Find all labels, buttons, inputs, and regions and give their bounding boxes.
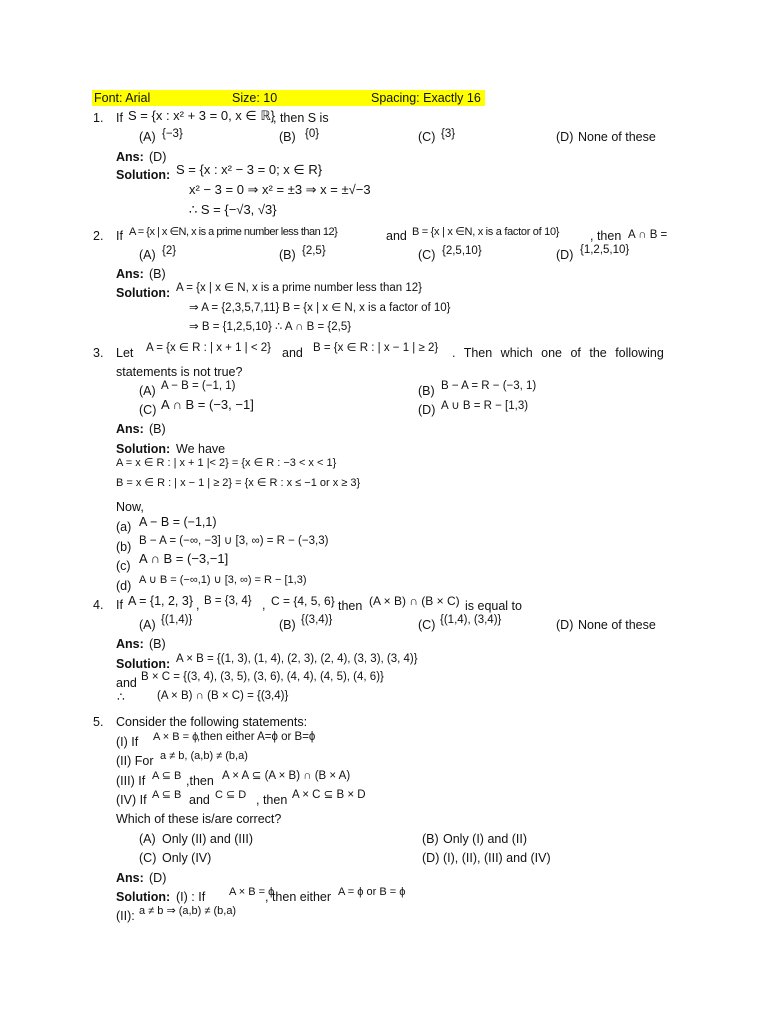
q3-now: Now,	[116, 500, 144, 514]
format-header-highlight	[92, 90, 485, 106]
q3-part-d-value: A ∪ B = (−∞,1) ∪ [3, ∞) = R − [1,3)	[139, 574, 307, 586]
q3-option-b-value: B − A = R − (−3, 1)	[441, 380, 537, 392]
q4-option-b-label: (B)	[279, 618, 296, 632]
q1-option-d-label: (D)	[556, 130, 574, 144]
q5-intro: Consider the following statements:	[116, 715, 308, 729]
q1-solution-label: Solution:	[116, 168, 171, 182]
q2-post: , then	[590, 229, 622, 243]
q4-sol-line-1: A × B = {(1, 3), (1, 4), (2, 3), (2, 4), (3, 3), (3, 4)}	[176, 653, 418, 665]
q1-option-b-value: {0}	[305, 128, 320, 140]
q3-sol-line-1: A = x ∈ R : | x + 1 |< 2} = {x ∈ R : −3 < x < 1}	[116, 457, 337, 469]
q3-part-a-value: A − B = (−1,1)	[139, 515, 217, 529]
q4-number: 4.	[93, 598, 104, 612]
q2-option-d-value: {1,2,5,10}	[580, 244, 630, 256]
q2-set-b: B = {x | x ∈N, x is a factor of 10}	[412, 226, 560, 238]
q5-solution-label: Solution:	[116, 890, 171, 904]
q3-solution-label: Solution:	[116, 442, 171, 456]
q3-part-b-label: (b)	[116, 540, 132, 554]
q1-post: , then S is	[273, 111, 329, 125]
q1-option-a-label: (A)	[139, 130, 156, 144]
q2-option-c-value: {2,5,10}	[442, 245, 482, 257]
q1-number: 1.	[93, 111, 104, 125]
q2-ans: (B)	[149, 267, 166, 281]
q3-and: and	[282, 346, 303, 360]
q4-set-c: C = {4, 5, 6}	[271, 594, 335, 608]
q1-set: S = {x : x² + 3 = 0, x ∈ ℝ}	[128, 108, 275, 123]
q2-number: 2.	[93, 229, 104, 243]
q3-set-a: A = {x ∈ R : | x + 1 | < 2}	[146, 342, 271, 354]
q5-option-a-value: Only (II) and (III)	[162, 832, 253, 846]
header-spacing: Spacing: Exactly 16	[371, 91, 481, 105]
q3-line-2: statements is not true?	[116, 365, 243, 379]
q4-post: is equal to	[465, 599, 522, 613]
q2-sol-line-1: A = {x | x ∈ N, x is a prime number less than 12}	[176, 282, 422, 294]
q4-solution-label: Solution:	[116, 657, 171, 671]
q1-sol-line-3: ∴ S = {−√3, √3}	[189, 202, 277, 217]
q5-sol1-mid: , then either	[265, 890, 332, 904]
q5-sol1-math-2: A = ϕ or B = ϕ	[338, 886, 406, 898]
q2-option-d-label: (D)	[556, 248, 574, 262]
q4-sol-line-3: (A × B) ∩ (B × C) = {(3,4)}	[157, 690, 289, 702]
q5-s3-math-2: A × A ⊆ (A × B) ∩ (B × A)	[222, 770, 351, 782]
q1-option-d-value: None of these	[578, 130, 656, 144]
header-size: Size: 10	[232, 91, 278, 105]
q5-ans-label: Ans:	[116, 871, 144, 885]
q3-sol-line-2: B = x ∈ R : | x − 1 | ≥ 2} = {x ∈ R : x ≤ −1 or x ≥ 3}	[116, 477, 361, 489]
q3-option-a-label: (A)	[139, 384, 156, 398]
q5-question: Which of these is/are correct?	[116, 812, 282, 826]
q3-number: 3.	[93, 346, 104, 360]
q3-option-b-label: (B)	[418, 384, 435, 398]
q4-ans-label: Ans:	[116, 637, 144, 651]
q5-s4-then: , then	[256, 793, 288, 807]
q3-part-d-label: (d)	[116, 579, 132, 593]
q2-solution-label: Solution:	[116, 286, 171, 300]
q5-s4-and: and	[189, 793, 210, 807]
q2-sol-line-2: ⇒ A = {2,3,5,7,11} B = {x | x ∈ N, x is a factor of 10}	[189, 302, 451, 314]
header-font: Font: Arial	[94, 91, 151, 105]
q5-sol1-pre: (I) : If	[176, 890, 206, 904]
q3-ans-label: Ans:	[116, 422, 144, 436]
q3-option-c-label: (C)	[139, 403, 157, 417]
q5-s2-math: a ≠ b, (a,b) ≠ (b,a)	[160, 750, 248, 762]
q3-option-c-value: A ∩ B = (−3, −1]	[161, 397, 254, 412]
q3-part-a-label: (a)	[116, 520, 132, 534]
q3-set-b: B = {x ∈ R : | x − 1 | ≥ 2}	[313, 342, 439, 354]
q4-option-d-label: (D)	[556, 618, 574, 632]
q3-ans: (B)	[149, 422, 166, 436]
q1-sol-line-2: x² − 3 = 0 ⇒ x² = ±3 ⇒ x = ±√−3	[189, 182, 371, 197]
q4-pre: If	[116, 598, 123, 612]
q5-sol2-pre: (II):	[116, 909, 135, 923]
q3-option-d-value: A ∪ B = R − [1,3)	[441, 400, 529, 412]
q3-part-c-value: A ∩ B = (−3,−1]	[139, 551, 229, 566]
q2-option-a-value: {2}	[162, 245, 177, 257]
q1-option-c-value: {3}	[441, 128, 456, 140]
q5-sol1-math: A × B = ϕ	[229, 886, 275, 898]
q5-s1-pre: (I) If	[116, 735, 139, 749]
q5-s3-then: ,then	[186, 774, 214, 788]
q5-number: 5.	[93, 715, 104, 729]
q3-option-d-label: (D)	[418, 403, 436, 417]
q5-option-b-label: (B)	[422, 832, 439, 846]
q4-sol-line-2: B × C = {(3, 4), (3, 5), (3, 6), (4, 4), (4, 5), (4, 6)}	[141, 671, 384, 683]
q4-therefore: ∴	[117, 690, 125, 704]
q5-s4-math-2: C ⊆ D	[215, 789, 247, 801]
q4-comma-2: ,	[262, 598, 266, 612]
q5-sol2-math: a ≠ b ⇒ (a,b) ≠ (b,a)	[139, 905, 237, 917]
q5-s1-post: ,then either A=ϕ or B=ϕ	[197, 731, 316, 743]
q2-option-b-value: {2,5}	[302, 245, 326, 257]
q2-tail: A ∩ B =	[628, 229, 668, 241]
q4-option-b-value: {(3,4)}	[301, 614, 333, 626]
q5-option-d-value: (I), (II), (III) and (IV)	[443, 851, 551, 865]
q5-s3-pre: (III) If	[116, 774, 146, 788]
q2-option-b-label: (B)	[279, 248, 296, 262]
q4-and: and	[116, 676, 137, 690]
q2-option-c-label: (C)	[418, 248, 436, 262]
q3-sol-head: We have	[176, 442, 226, 456]
q4-set-a: A = {1, 2, 3}	[128, 594, 193, 608]
q4-expr: (A × B) ∩ (B × C)	[369, 594, 460, 608]
q4-option-c-label: (C)	[418, 618, 436, 632]
q5-option-a-label: (A)	[139, 832, 156, 846]
q1-option-b-label: (B)	[279, 130, 296, 144]
q5-s4-math-3: A × C ⊆ B × D	[292, 789, 366, 801]
q5-s2-pre: (II) For	[116, 754, 154, 768]
q5-s3-math-1: A ⊆ B	[152, 770, 182, 782]
q4-option-d-value: None of these	[578, 618, 656, 632]
q2-ans-label: Ans:	[116, 267, 144, 281]
q5-s4-pre: (IV) If	[116, 793, 147, 807]
q1-ans: (D)	[149, 150, 167, 164]
q4-set-b: B = {3, 4}	[204, 595, 252, 607]
q5-option-c-value: Only (IV)	[162, 851, 212, 865]
q1-pre: If	[116, 111, 123, 125]
q4-option-c-value: {(1,4), (3,4)}	[440, 614, 502, 626]
q1-ans-label: Ans:	[116, 150, 144, 164]
q3-post: . Then which one of the following	[452, 346, 664, 360]
q5-option-b-value: Only (I) and (II)	[443, 832, 528, 846]
q5-ans: (D)	[149, 871, 167, 885]
q3-option-a-value: A − B = (−1, 1)	[161, 380, 236, 392]
q5-s1-math: A × B = ϕ	[153, 731, 199, 743]
q2-and: and	[386, 229, 407, 243]
q2-set-a: A = {x | x ∈N, x is a prime number less than 12}	[129, 226, 338, 238]
q5-s4-math-1: A ⊆ B	[152, 789, 182, 801]
q4-option-a-value: {(1,4)}	[161, 614, 193, 626]
q5-option-c-label: (C)	[139, 851, 157, 865]
q1-sol-line-1: S = {x : x² − 3 = 0; x ∈ R}	[176, 162, 323, 177]
q3-part-c-label: (c)	[116, 559, 131, 573]
q5-option-d-label: (D)	[422, 851, 440, 865]
q3-part-b-value: B − A = (−∞, −3] ∪ [3, ∞) = R − (−3,3)	[139, 535, 329, 547]
q1-option-c-label: (C)	[418, 130, 436, 144]
q1-option-a-value: {−3}	[162, 128, 183, 140]
q4-ans: (B)	[149, 637, 166, 651]
q4-then: then	[338, 599, 363, 613]
q2-pre: If	[116, 229, 123, 243]
q2-option-a-label: (A)	[139, 248, 156, 262]
q4-option-a-label: (A)	[139, 618, 156, 632]
q3-pre: Let	[116, 346, 134, 360]
q2-sol-line-3: ⇒ B = {1,2,5,10} ∴ A ∩ B = {2,5}	[189, 321, 352, 333]
q4-comma-1: ,	[196, 598, 200, 612]
